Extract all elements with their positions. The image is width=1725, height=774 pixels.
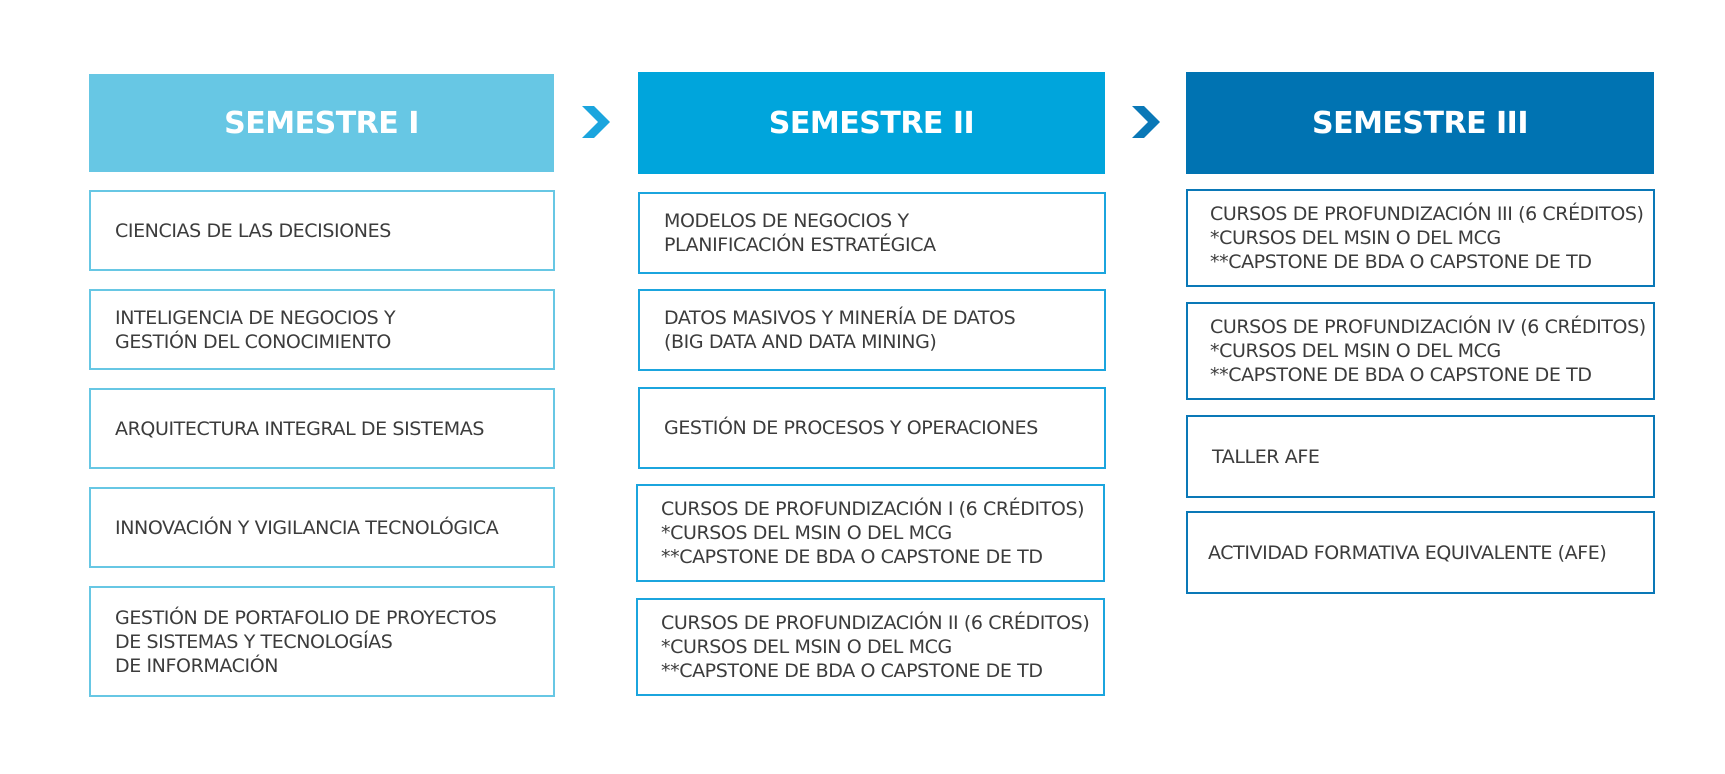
course-line: INNOVACIÓN Y VIGILANCIA TECNOLÓGICA: [115, 516, 499, 539]
course-line: *CURSOS DEL MSIN O DEL MCG: [661, 522, 952, 544]
course-line: *CURSOS DEL MSIN O DEL MCG: [1210, 227, 1501, 249]
course-line: *CURSOS DEL MSIN O DEL MCG: [661, 636, 952, 658]
course-line: DE SISTEMAS Y TECNOLOGÍAS: [115, 630, 393, 653]
course-box: [638, 387, 1106, 469]
course-line: GESTIÓN DE PORTAFOLIO DE PROYECTOS: [115, 606, 497, 629]
course-line: **CAPSTONE DE BDA O CAPSTONE DE TD: [661, 660, 1043, 682]
semester-1-title: SEMESTRE I: [224, 105, 419, 141]
course-box: [89, 586, 555, 697]
course-line: (BIG DATA AND DATA MINING): [664, 331, 937, 353]
course-box: [89, 289, 555, 370]
course-box: [636, 484, 1105, 582]
course-box: [89, 487, 555, 568]
course-box: [636, 598, 1105, 696]
course-line: CURSOS DE PROFUNDIZACIÓN IV (6 CRÉDITOS): [1210, 316, 1646, 338]
course-line: **CAPSTONE DE BDA O CAPSTONE DE TD: [1210, 251, 1592, 273]
course-box: [1186, 511, 1655, 594]
course-box: [638, 192, 1106, 274]
course-line: CURSOS DE PROFUNDIZACIÓN II (6 CRÉDITOS): [661, 612, 1090, 634]
course-line: **CAPSTONE DE BDA O CAPSTONE DE TD: [1210, 364, 1592, 386]
semester-3-header: [1186, 72, 1654, 174]
course-line: DATOS MASIVOS Y MINERÍA DE DATOS: [664, 307, 1016, 329]
course-line: ACTIVIDAD FORMATIVA EQUIVALENTE (AFE): [1208, 541, 1607, 564]
course-line: GESTIÓN DEL CONOCIMIENTO: [115, 330, 391, 353]
course-line: ARQUITECTURA INTEGRAL DE SISTEMAS: [115, 417, 484, 440]
course-line: GESTIÓN DE PROCESOS Y OPERACIONES: [664, 417, 1038, 439]
course-box: [638, 289, 1106, 371]
chevron-right-icon: [580, 104, 612, 140]
course-line: DE INFORMACIÓN: [115, 654, 279, 677]
course-box: [1186, 302, 1655, 400]
course-line: MODELOS DE NEGOCIOS Y: [664, 210, 909, 232]
chevron-right-icon: [1130, 104, 1162, 140]
course-line: PLANIFICACIÓN ESTRATÉGICA: [664, 234, 936, 256]
course-line: INTELIGENCIA DE NEGOCIOS Y: [115, 306, 396, 329]
course-line: CURSOS DE PROFUNDIZACIÓN III (6 CRÉDITOS): [1210, 203, 1644, 225]
course-line: CURSOS DE PROFUNDIZACIÓN I (6 CRÉDITOS): [661, 498, 1085, 520]
semester-2-header: [638, 72, 1105, 174]
course-box: [1186, 189, 1655, 287]
semester-1-header: [89, 74, 554, 172]
course-line: CIENCIAS DE LAS DECISIONES: [115, 219, 391, 242]
course-line: TALLER AFE: [1212, 445, 1320, 468]
semester-2-title: SEMESTRE II: [768, 105, 975, 141]
semester-3-title: SEMESTRE III: [1311, 105, 1529, 141]
course-line: *CURSOS DEL MSIN O DEL MCG: [1210, 340, 1501, 362]
course-line: **CAPSTONE DE BDA O CAPSTONE DE TD: [661, 546, 1043, 568]
course-box: [89, 190, 555, 271]
course-box: [1186, 415, 1655, 498]
course-box: [89, 388, 555, 469]
